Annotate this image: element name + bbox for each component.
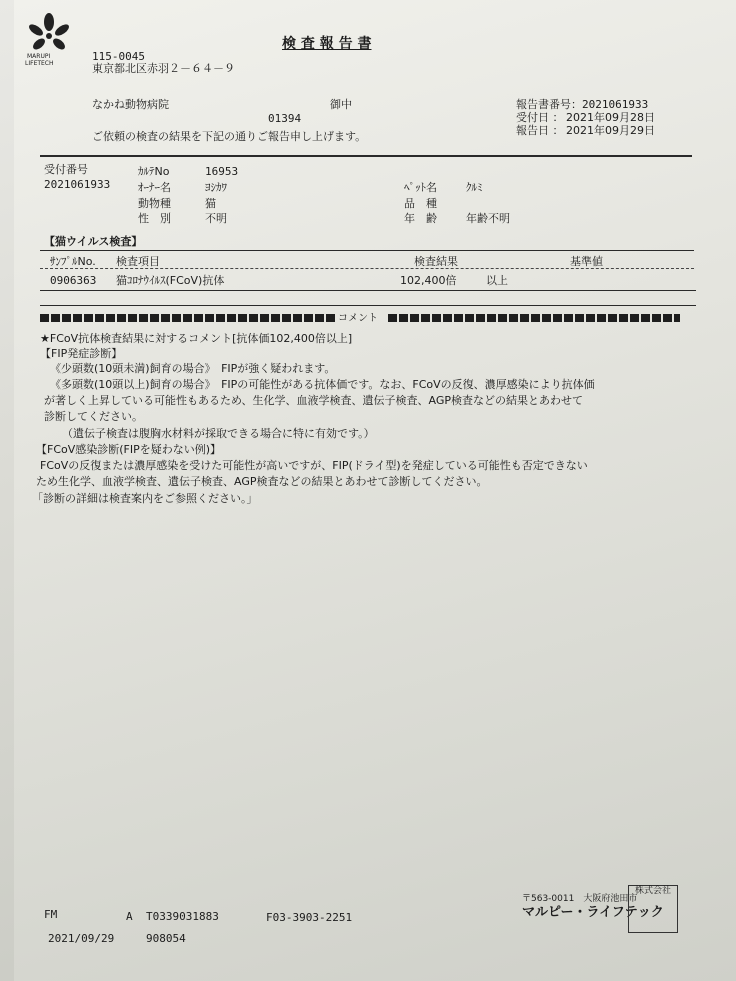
comment-line: が著しく上昇している可能性もあるため、生化学、血液学検査、遺伝子検査、AGP検査などの結果とあわせて — [44, 394, 584, 407]
reception-number: 2021061933 — [44, 178, 111, 191]
reception-label: 受付番号 — [44, 163, 88, 176]
footer-tel: T0339031883 — [146, 910, 219, 923]
comment-divider-label: コメント — [338, 313, 378, 324]
owner-name: ﾖｼｶﾜ — [205, 181, 227, 194]
postal-code: 115-0045 — [92, 50, 145, 63]
breed-label: 品 種 — [404, 197, 437, 210]
chart-number: 16953 — [205, 165, 239, 178]
comment-line: 【FIP発症診断】 — [40, 347, 123, 360]
age-value: 年齢不明 — [466, 212, 510, 225]
comment-line: 診断してください。 — [44, 410, 143, 423]
comment-line: 《少頭数(10頭未満)飼育の場合》 FIPが強く疑われます。 — [50, 362, 336, 375]
test-section-title: 【猫ウイルス検査】 — [44, 235, 143, 248]
clinic-name: なかね動物病院 — [92, 98, 169, 111]
report-number-label: 報告書番号： — [516, 98, 582, 111]
comment-line: （遺伝子検査は腹胸水材料が採取できる場合に特に有効です。） — [62, 427, 375, 440]
received-date-label: 受付日 ： — [516, 111, 564, 124]
comment-line: 《多頭数(10頭以上)飼育の場合》 FIPの可能性がある抗体価です。なお、FCoVの反復、濃厚感染により抗体価 — [50, 378, 595, 391]
greeting-text: ご依頼の検査の結果を下記の通りご報告申し上げます。 — [92, 130, 367, 143]
col-sample-no: ｻﾝﾌﾟﾙNo. — [50, 255, 96, 268]
comment-divider-right — [388, 314, 680, 322]
table-bottom-rule — [40, 290, 696, 291]
report-title: 検 査 報 告 書 — [282, 36, 372, 52]
clinic-code: 01394 — [268, 112, 302, 125]
report-sheet — [14, 0, 736, 981]
sex-label: 性 別 — [138, 212, 171, 225]
comment-line: 「診断の詳細は検査案内をご参照ください。」 — [32, 492, 258, 505]
owner-label: ｵｰﾅｰ名 — [138, 181, 171, 194]
company-stamp — [628, 885, 678, 933]
col-reference: 基準値 — [570, 255, 603, 268]
comment-divider-left — [40, 314, 336, 322]
footer-code: 908054 — [146, 932, 186, 945]
report-number: 2021061933 — [582, 98, 649, 111]
stamp-text: 株式会社 — [634, 886, 671, 896]
logo-text-marupi: MARUPI — [27, 53, 51, 60]
logo-text-lifetech: LIFETECH — [25, 60, 54, 67]
pet-name-label: ﾍﾟｯﾄ名 — [404, 181, 437, 194]
pet-name: ｸﾙﾐ — [466, 181, 483, 194]
honorific: 御中 — [330, 98, 352, 111]
test-result: 102,400倍 — [400, 274, 457, 287]
col-result: 検査結果 — [414, 255, 458, 268]
sample-number: 0906363 — [50, 274, 97, 287]
table-end-rule — [40, 305, 696, 306]
report-date: 2021年09月29日 — [566, 124, 655, 137]
table-top-rule — [40, 250, 694, 251]
test-item: 猫ｺﾛﾅｳｲﾙｽ(FCoV)抗体 — [116, 274, 225, 287]
footer-fm: FM — [44, 908, 58, 921]
footer-a: A — [126, 910, 133, 923]
comment-line: FCoVの反復または濃厚感染を受けた可能性が高いですが、FIP(ドライ型)を発症している可能性も否定できない — [40, 459, 588, 472]
header-rule — [40, 155, 692, 157]
age-label: 年 齢 — [404, 212, 437, 225]
comment-line: ため生化学、血液学検査、遺伝子検査、AGP検査などの結果とあわせて診断してください。 — [36, 475, 488, 488]
clinic-address: 東京都北区赤羽２－６４－９ — [92, 62, 235, 75]
received-date: 2021年09月28日 — [566, 111, 655, 124]
sex-value: 不明 — [205, 212, 227, 225]
chart-number-label: ｶﾙﾃNo — [138, 165, 170, 178]
company-name: マルピー・ライフテック — [522, 905, 664, 920]
result-note: 以上 — [486, 274, 508, 287]
comment-line: 【FCoV感染診断(FIPを疑わない例)】 — [36, 443, 222, 456]
company-address: 〒563-0011 大阪府池田市 — [522, 894, 638, 904]
report-date-label: 報告日 ： — [516, 124, 564, 137]
species-value: 猫 — [205, 197, 216, 210]
footer-fax: F03-3903-2251 — [266, 911, 353, 924]
table-header-rule — [40, 268, 694, 269]
species-label: 動物種 — [138, 197, 171, 210]
footer-date: 2021/09/29 — [48, 932, 115, 945]
comment-line: ★FCoV抗体検査結果に対するコメント[抗体価102,400倍以上] — [40, 332, 353, 345]
col-test-item: 検査項目 — [116, 255, 160, 268]
